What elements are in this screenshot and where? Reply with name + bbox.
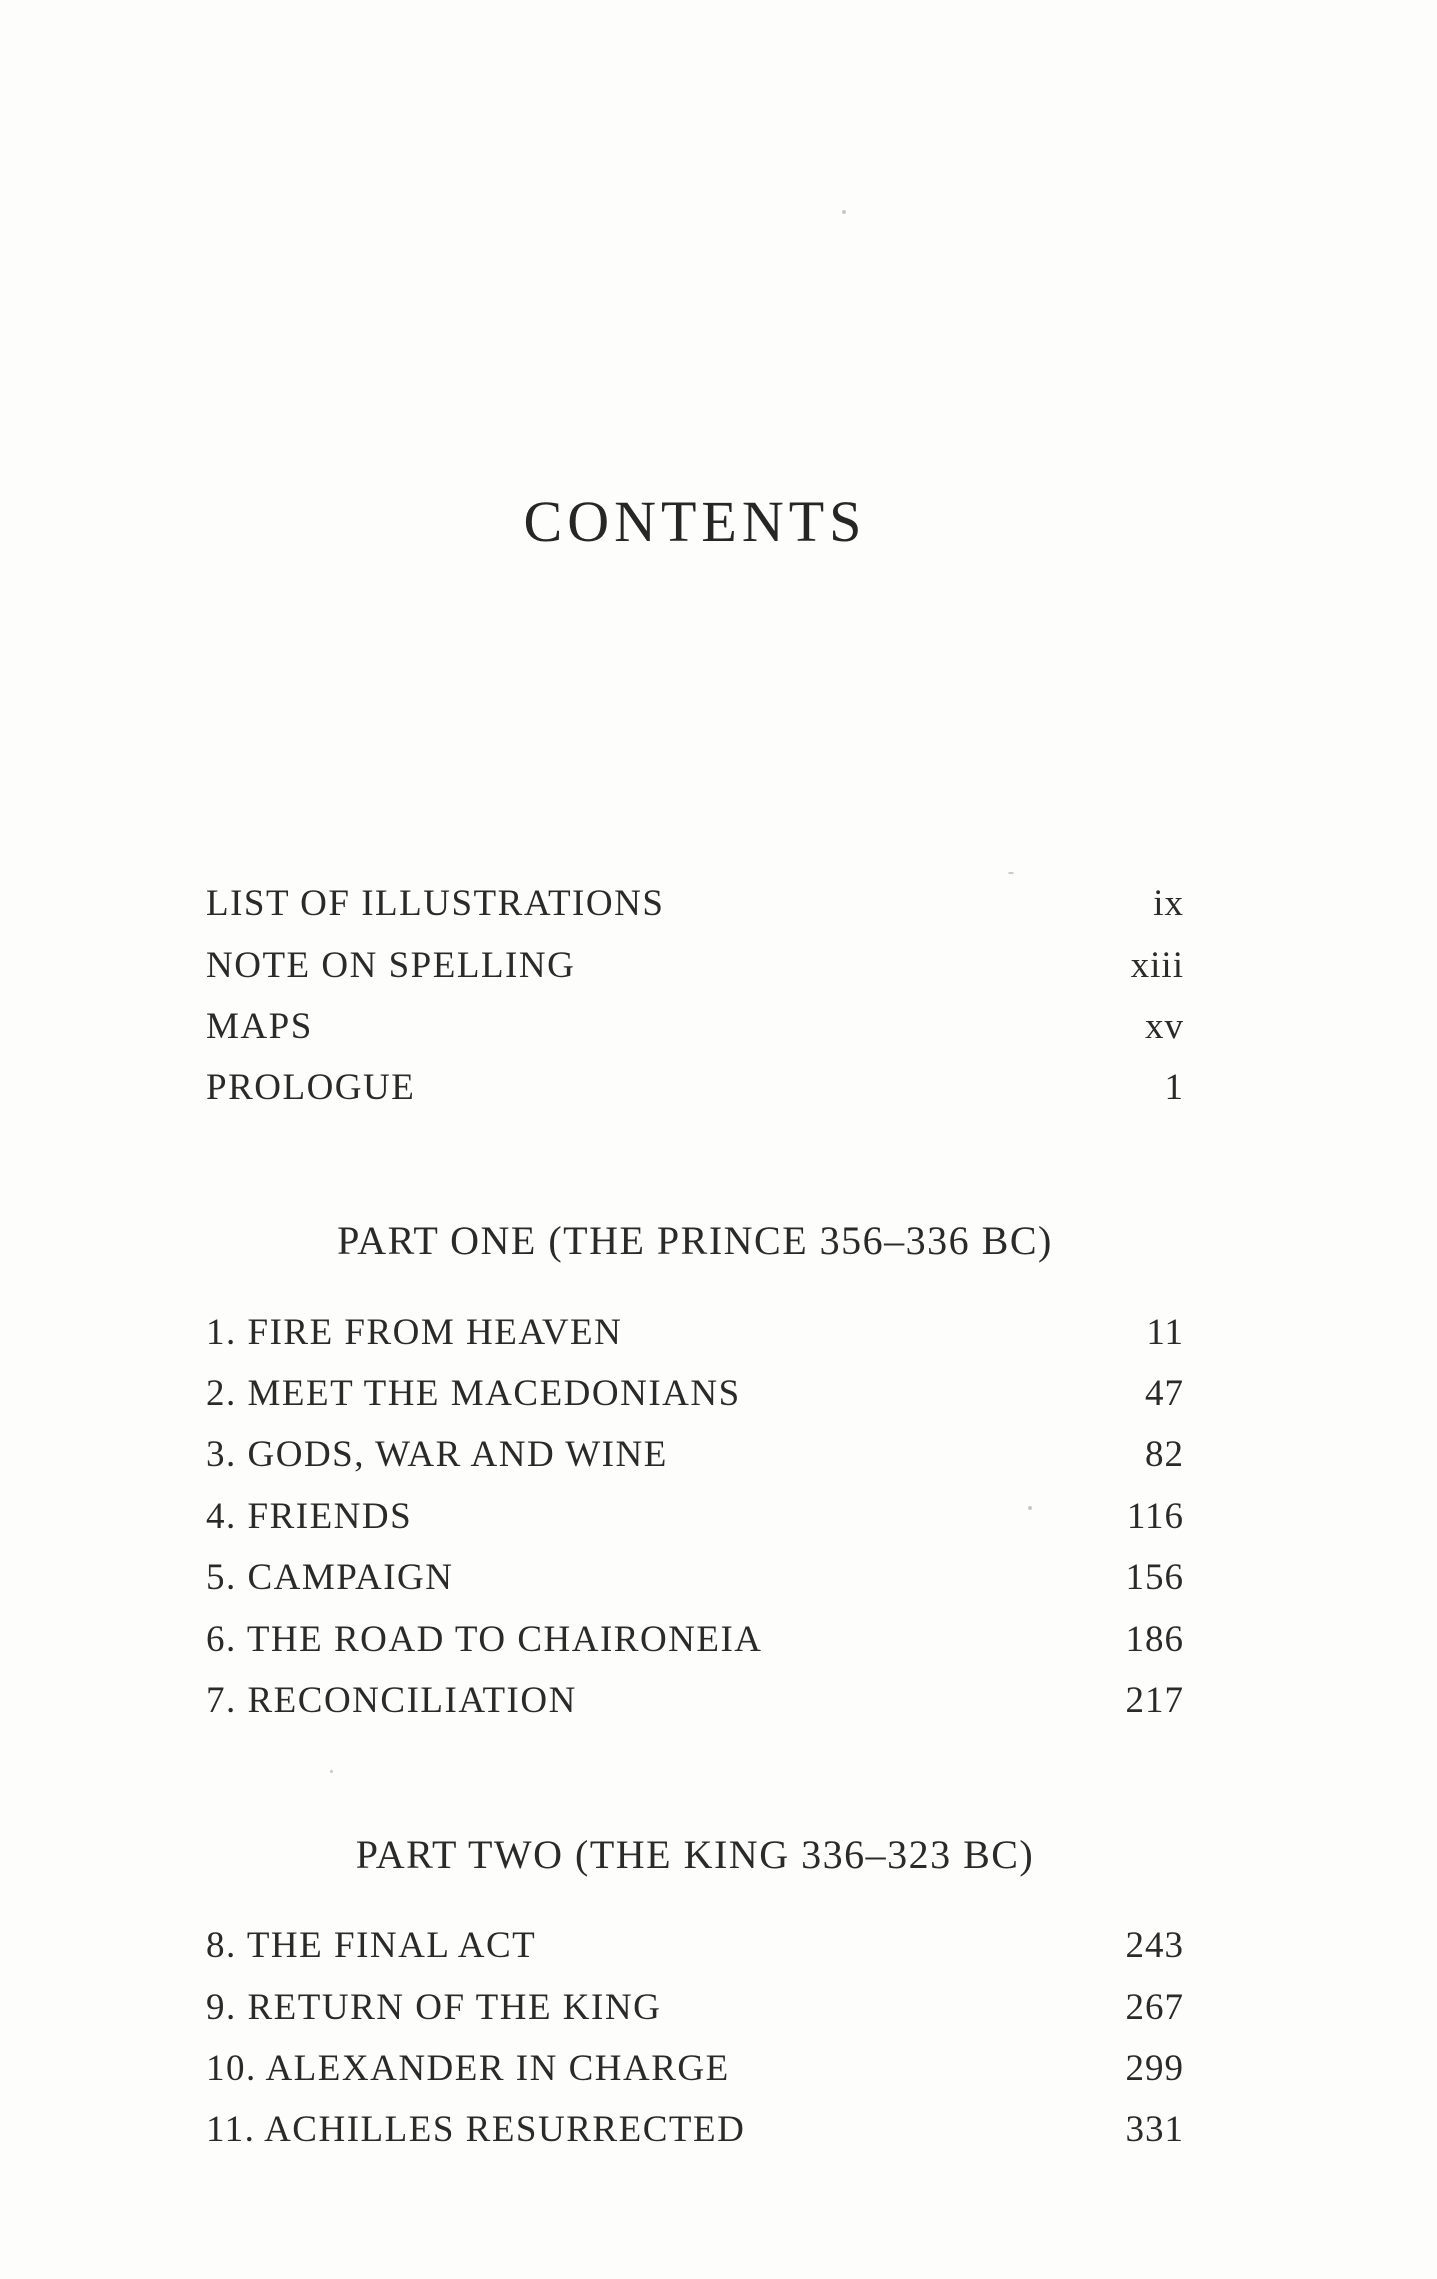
toc-entry-chapter-1[interactable] [206,1308,1184,1358]
toc-entry-page: 267 [1125,1987,1184,2028]
toc-entry-label: NOTE ON SPELLING [206,945,576,986]
toc-entry-label: LIST OF ILLUSTRATIONS [206,883,665,924]
toc-entry-label: 8. THE FINAL ACT [206,1925,537,1966]
toc-entry-page: 1 [1164,1067,1184,1108]
scan-speck [330,1770,333,1773]
part-heading-one: PART ONE (THE PRINCE 356–336 BC) [337,1218,1053,1263]
page-title: CONTENTS [523,489,867,554]
toc-entry-note-on-spelling[interactable] [206,941,1184,991]
toc-entry-label: MAPS [206,1006,313,1047]
toc-entry-page: 217 [1125,1680,1184,1721]
toc-entry-label: 1. FIRE FROM HEAVEN [206,1312,623,1353]
toc-entry-page: xv [1145,1006,1184,1047]
toc-entry-page: 47 [1145,1373,1184,1414]
toc-entry-chapter-11[interactable] [206,2105,1184,2155]
scan-speck [842,210,846,214]
toc-entry-chapter-8[interactable] [206,1921,1184,1971]
toc-entry-label: 9. RETURN OF THE KING [206,1987,662,2028]
toc-entry-label: 2. MEET THE MACEDONIANS [206,1373,741,1414]
part-heading-two: PART TWO (THE KING 336–323 BC) [355,1832,1035,1877]
toc-entry-page: 331 [1125,2109,1184,2150]
toc-entry-label: 7. RECONCILIATION [206,1680,577,1721]
toc-entry-chapter-4[interactable] [206,1492,1184,1542]
toc-entry-page: 11 [1146,1312,1184,1353]
toc-entry-label: 4. FRIENDS [206,1496,413,1537]
toc-entry-label: 10. ALEXANDER IN CHARGE [206,2048,730,2089]
toc-entry-chapter-3[interactable] [206,1430,1184,1480]
toc-entry-chapter-2[interactable] [206,1369,1184,1419]
toc-entry-chapter-10[interactable] [206,2044,1184,2094]
toc-entry-page: 299 [1125,2048,1184,2089]
toc-entry-label: 11. ACHILLES RESURRECTED [206,2109,746,2150]
toc-entry-label: 5. CAMPAIGN [206,1557,454,1598]
toc-entry-page: 116 [1126,1496,1184,1537]
toc-entry-list-of-illustrations[interactable] [206,879,1184,929]
toc-entry-chapter-9[interactable] [206,1983,1184,2033]
toc-entry-page: 156 [1125,1557,1184,1598]
toc-entry-label: PROLOGUE [206,1067,416,1108]
toc-entry-chapter-7[interactable] [206,1676,1184,1726]
toc-entry-label: 3. GODS, WAR AND WINE [206,1434,668,1475]
toc-entry-chapter-6[interactable] [206,1615,1184,1665]
toc-entry-label: 6. THE ROAD TO CHAIRONEIA [206,1619,763,1660]
toc-entry-page: 243 [1125,1925,1184,1966]
scan-speck [1008,872,1014,874]
toc-entry-maps[interactable] [206,1002,1184,1052]
toc-entry-page: 82 [1145,1434,1184,1475]
toc-entry-page: ix [1153,883,1184,924]
toc-entry-page: xiii [1130,945,1184,986]
toc-entry-page: 186 [1125,1619,1184,1660]
scan-speck [1028,1506,1032,1510]
toc-entry-chapter-5[interactable] [206,1553,1184,1603]
toc-entry-prologue[interactable] [206,1063,1184,1113]
